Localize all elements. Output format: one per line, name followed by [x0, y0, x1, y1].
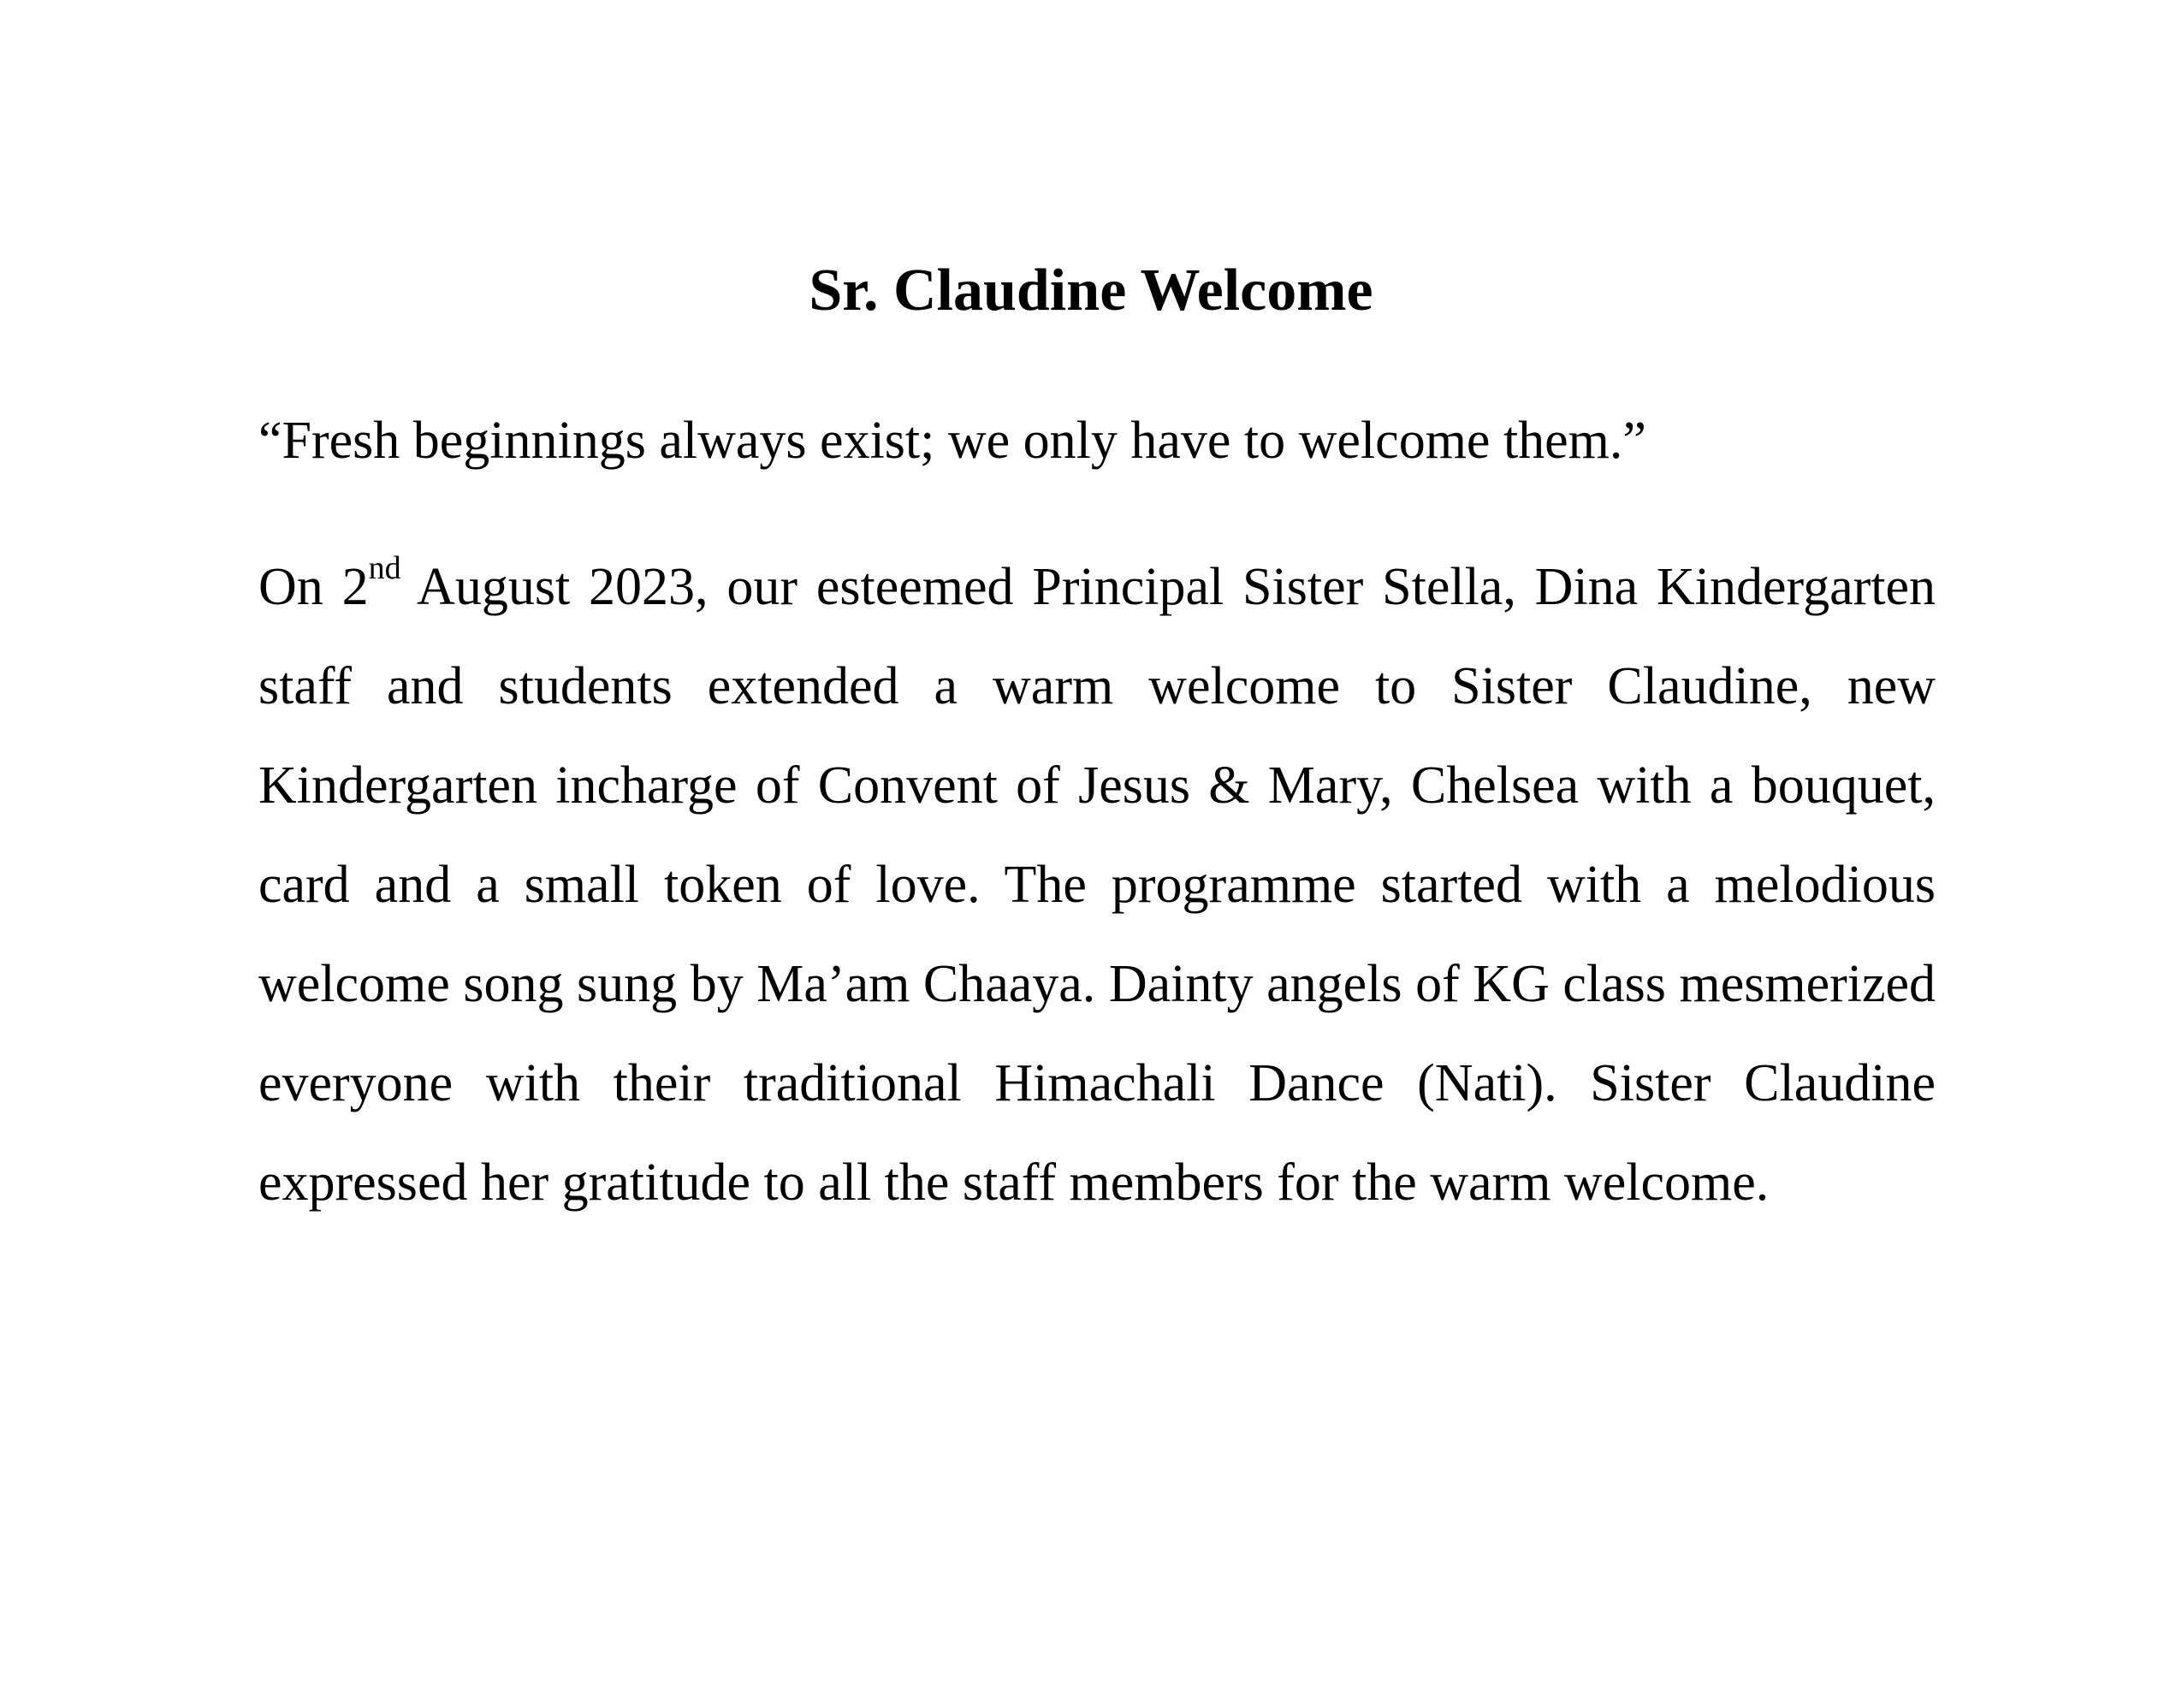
- paragraph-lead: On 2: [258, 558, 369, 616]
- page-title: Sr. Claudine Welcome: [809, 258, 1373, 323]
- body-paragraph: [258, 537, 1936, 1232]
- opening-quote: “Fresh beginnings always exist; we only have to welcome them.”: [258, 412, 1646, 470]
- ordinal-suffix: nd: [368, 550, 401, 586]
- paragraph-text: August 2023, our esteemed Principal Sister Stella, Dina Kindergarten staff and students extended a warm welcome to Sister Claudine, new Kindergarten incharge of Convent of Jesus & Mary, Chelsea with a bouquet, card and a small token of love. The programme started with a melodious welcome song sung by Ma’am Chaaya. Dainty angels of KG class mesmerized everyone with their traditional Himachali Dance (Nati). Sister Claudine expressed her gratitude to all the staff members for the warm welcome.: [258, 558, 1936, 1212]
